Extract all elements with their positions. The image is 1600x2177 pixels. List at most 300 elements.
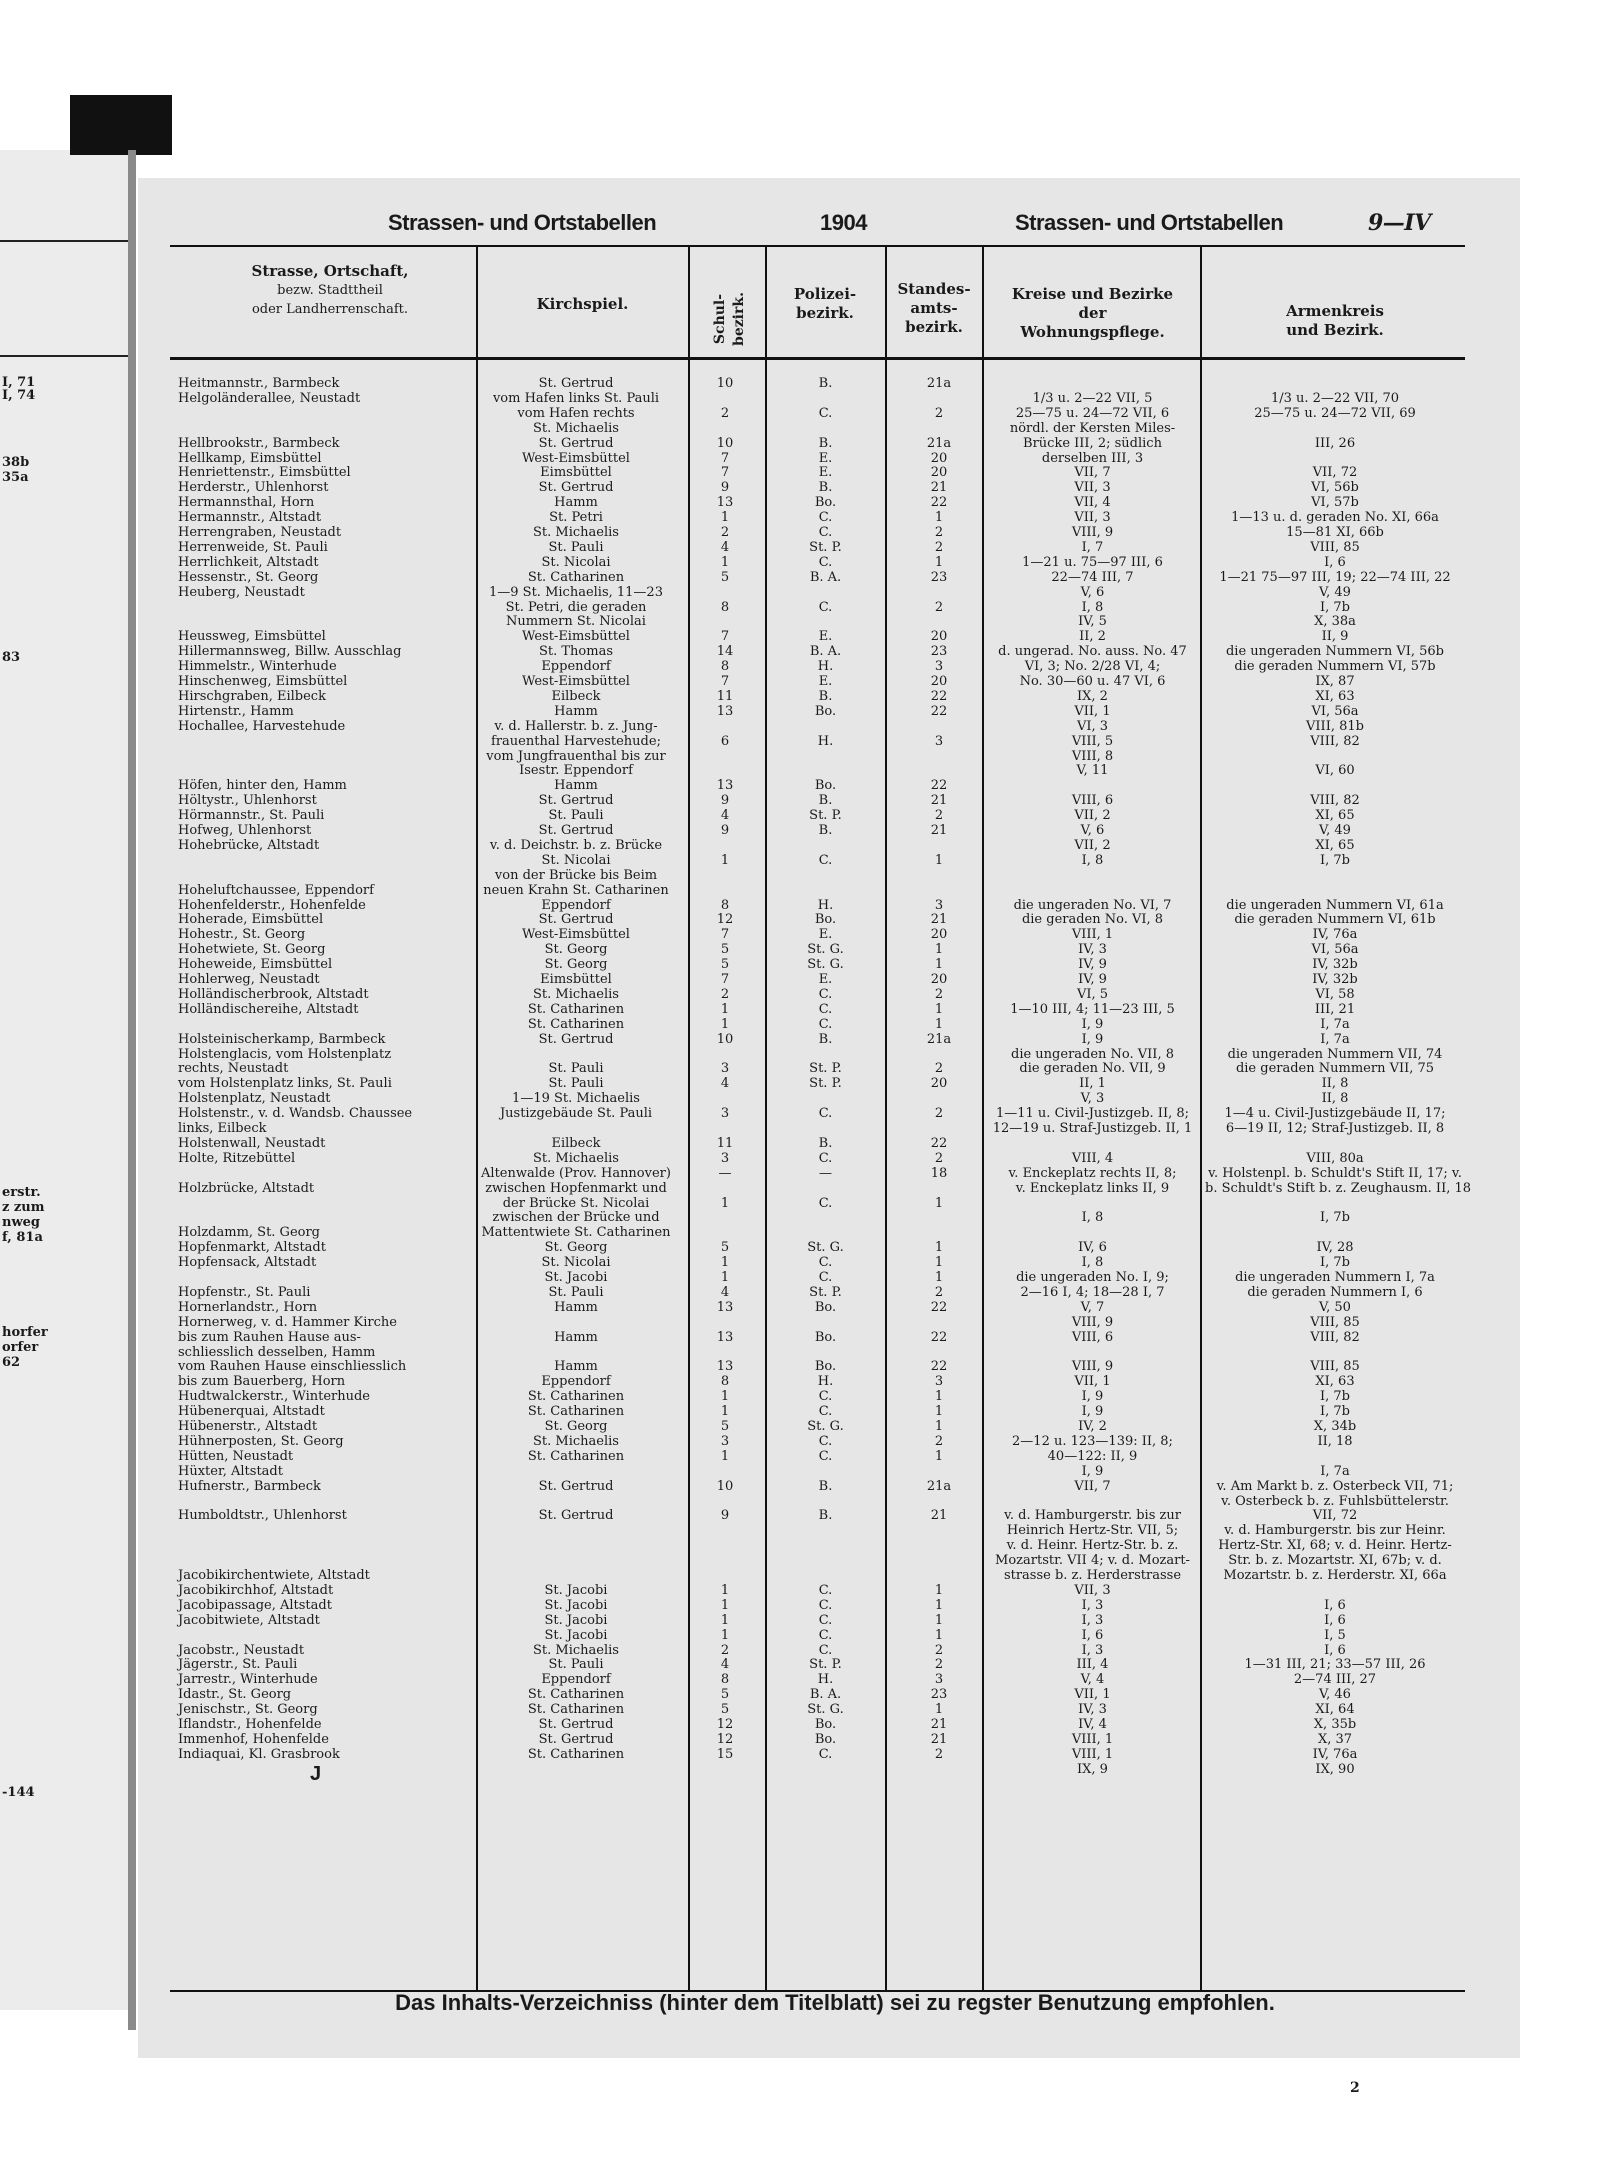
row-standes: 3 — [934, 897, 944, 913]
row-street: Indiaquai, Kl. Grasbrook — [178, 1746, 340, 1762]
row-street: Holstenglacis, vom Holstenplatz — [178, 1046, 392, 1062]
row-armen: v. Osterbeck b. z. Fuhlsbüttelerstr. — [1221, 1493, 1449, 1509]
footer-note: Das Inhalts-Verzeichniss (hinter dem Titelblatt) sei zu regster Benutzung empfohlen. — [395, 1990, 1275, 2015]
row-armen: die geraden Nummern I, 6 — [1247, 1284, 1423, 1300]
row-schul: 13 — [716, 703, 734, 719]
row-polizei: B. — [818, 1478, 833, 1494]
row-kirchspiel: Nummern St. Nicolai — [506, 614, 646, 630]
row-armen: die geraden Nummern VII, 75 — [1235, 1061, 1435, 1077]
row-kreise: d. ungerad. No. auss. No. 47 — [998, 644, 1187, 660]
row-street: Holländischereihe, Altstadt — [178, 1001, 359, 1017]
row-polizei: B. — [818, 1135, 833, 1151]
row-polizei: Bo. — [814, 1299, 837, 1315]
row-standes: 2 — [934, 525, 944, 540]
row-street: Jacobstr., Neustadt — [178, 1642, 305, 1658]
row-polizei: B. A. — [809, 569, 842, 585]
row-kreise: I, 3 — [1081, 1642, 1104, 1658]
row-armen: die ungeraden Nummern I, 7a — [1235, 1270, 1435, 1285]
row-kreise: VII, 1 — [1074, 1687, 1111, 1703]
col-header-polizei-line2: bezirk. — [796, 304, 854, 322]
row-kreise: VII, 3 — [1074, 480, 1111, 496]
row-standes: 23 — [930, 644, 948, 660]
row-kirchspiel: St. Gertrud — [538, 1508, 614, 1524]
row-armen: II, 9 — [1321, 629, 1349, 645]
row-armen: I, 7b — [1320, 1389, 1350, 1405]
row-polizei: St. P. — [809, 1284, 842, 1300]
row-schul: 1 — [720, 1404, 730, 1420]
row-kreise: No. 30—60 u. 47 VI, 6 — [1019, 674, 1166, 689]
row-armen: 1—13 u. d. geraden No. XI, 66a — [1231, 510, 1439, 526]
row-street: Himmelstr., Winterhude — [178, 659, 337, 675]
row-standes: 1 — [934, 1627, 944, 1643]
row-polizei: C. — [818, 1106, 833, 1122]
row-street: Immenhof, Hohenfelde — [178, 1731, 329, 1747]
row-armen: 25—75 u. 24—72 VII, 69 — [1254, 405, 1416, 421]
row-kirchspiel: vom Hafen rechts — [517, 405, 635, 421]
row-kirchspiel: St. Georg — [544, 942, 608, 958]
row-kreise: 1/3 u. 2—22 VII, 5 — [1032, 390, 1153, 406]
row-armen: I, 7b — [1320, 1210, 1350, 1226]
row-kirchspiel: West-Eimsbüttel — [522, 450, 630, 466]
row-polizei: C. — [818, 1746, 833, 1762]
row-kirchspiel: St. Gertrud — [538, 912, 614, 928]
col-header-armen — [1205, 302, 1465, 340]
row-schul: 8 — [720, 659, 730, 675]
row-armen: die ungeraden Nummern VI, 61a — [1226, 897, 1444, 913]
row-standes: 3 — [934, 733, 944, 749]
row-armen: VII, 72 — [1312, 465, 1358, 481]
row-armen: V, 49 — [1319, 584, 1351, 600]
row-standes: 20 — [930, 927, 948, 943]
row-kreise: VII, 2 — [1074, 837, 1111, 853]
row-kirchspiel: von der Brücke bis Beim — [494, 867, 658, 883]
row-kreise: VII, 2 — [1074, 808, 1111, 824]
row-kirchspiel: St. Pauli — [548, 1657, 604, 1673]
row-kreise: VIII, 9 — [1071, 1359, 1114, 1375]
row-kirchspiel: v. d. Deichstr. b. z. Brücke — [489, 837, 663, 853]
row-armen: die ungeraden Nummern VI, 56b — [1225, 644, 1445, 660]
row-standes: 2 — [934, 1061, 944, 1077]
row-armen: 1—21 75—97 III, 19; 22—74 III, 22 — [1219, 569, 1451, 585]
row-kirchspiel: St. Catharinen — [527, 1687, 625, 1703]
col-rule-4 — [885, 245, 887, 1990]
row-schul: 13 — [716, 778, 734, 794]
row-street: Hütten, Neustadt — [178, 1448, 294, 1464]
col-header-street-line3: oder Landherrenschaft. — [251, 302, 409, 317]
row-kirchspiel: St. Petri — [549, 510, 603, 526]
row-standes: 21a — [926, 435, 952, 451]
row-kirchspiel: St. Catharinen — [527, 1746, 625, 1762]
left-page-text: nweg — [2, 1215, 41, 1230]
row-kirchspiel: Eppendorf — [541, 1672, 611, 1688]
row-kirchspiel: Eilbeck — [551, 1135, 601, 1151]
row-polizei: B. — [818, 480, 833, 496]
row-kreise: IX, 2 — [1077, 688, 1108, 704]
row-schul: 7 — [720, 629, 730, 645]
row-kreise: VI, 5 — [1076, 986, 1109, 1002]
row-schul: 5 — [720, 957, 730, 973]
row-polizei: C. — [818, 510, 833, 526]
row-standes: 1 — [934, 1270, 944, 1285]
row-street: Holstenplatz, Neustadt — [178, 1091, 331, 1107]
row-kirchspiel: St. Catharinen — [527, 1001, 625, 1017]
row-schul: 5 — [720, 1702, 730, 1718]
row-armen: II, 8 — [1321, 1091, 1349, 1107]
row-kirchspiel: St. Nicolai — [541, 1255, 611, 1271]
row-polizei: Bo. — [814, 778, 837, 794]
col-header-polizei-line1: Polizei- — [793, 285, 857, 303]
row-street: vom Rauhen Hause einschliesslich — [178, 1359, 407, 1375]
row-kreise: IX, 9 — [1077, 1761, 1108, 1777]
row-schul: 3 — [720, 1061, 730, 1077]
row-schul: 5 — [720, 1240, 730, 1256]
row-kirchspiel: Mattentwiete St. Catharinen — [481, 1225, 671, 1241]
row-street: Hellbrookstr., Barmbeck — [178, 435, 340, 451]
row-street: Hohebrücke, Altstadt — [178, 837, 320, 853]
left-page-text: -144 — [2, 1785, 35, 1800]
row-standes: 1 — [934, 1582, 944, 1598]
row-kirchspiel: Hamm — [554, 1359, 598, 1375]
row-armen: v. Holstenpl. b. Schuldt's Stift II, 17; v. — [1208, 1165, 1462, 1181]
left-page-text: orfer — [2, 1340, 39, 1355]
row-kreise: Heinrich Hertz-Str. VII, 5; — [1006, 1523, 1179, 1539]
row-armen: VI, 60 — [1315, 763, 1355, 779]
left-page-text: horfer — [2, 1325, 48, 1340]
row-kirchspiel: St. Gertrud — [538, 480, 614, 496]
row-kreise: I, 6 — [1081, 1627, 1104, 1643]
row-street: Hohlerweg, Neustadt — [178, 972, 320, 987]
row-standes: 1 — [934, 1404, 944, 1420]
row-street: Hofweg, Uhlenhorst — [178, 823, 312, 838]
left-page-text: 38b — [2, 455, 30, 470]
left-page-text: 35a — [2, 470, 29, 485]
row-street: Höfen, hinter den, Hamm — [178, 778, 347, 794]
row-kreise: VII, 7 — [1074, 465, 1111, 481]
row-kirchspiel: St. Gertrud — [538, 793, 614, 809]
row-kreise: v. d. Heinr. Hertz-Str. b. z. — [1006, 1538, 1179, 1554]
row-kreise: 1—10 III, 4; 11—23 III, 5 — [1010, 1001, 1175, 1017]
row-kirchspiel: St. Catharinen — [527, 1404, 625, 1420]
row-street: Hillermannsweg, Billw. Ausschlag — [178, 644, 402, 660]
row-polizei: — — [819, 1165, 832, 1181]
row-schul: 3 — [720, 1433, 730, 1449]
row-standes: 1 — [934, 1016, 944, 1032]
row-standes: 22 — [930, 1299, 948, 1315]
row-armen: 2—74 III, 27 — [1293, 1672, 1377, 1688]
page-gutter — [128, 150, 136, 2030]
row-schul: 2 — [720, 1642, 730, 1658]
row-kreise: I, 9 — [1081, 1031, 1104, 1047]
row-standes: 1 — [934, 1612, 944, 1628]
row-street: links, Eilbeck — [178, 1121, 267, 1136]
row-kirchspiel: Altenwalde (Prov. Hannover) — [481, 1165, 671, 1181]
row-kirchspiel: St. Jacobi — [544, 1270, 608, 1285]
row-armen: VIII, 82 — [1310, 793, 1360, 809]
row-kreise: VIII, 1 — [1071, 1731, 1114, 1747]
row-polizei: St. G. — [807, 957, 844, 973]
row-street: Jenischstr., St. Georg — [178, 1702, 318, 1718]
row-kirchspiel: St. Catharinen — [527, 569, 625, 585]
row-standes: 22 — [930, 1329, 948, 1345]
row-armen: X, 35b — [1313, 1717, 1357, 1732]
row-kirchspiel: St. Catharinen — [527, 1702, 625, 1718]
row-polizei: B. — [818, 1031, 833, 1047]
row-street: Herrlichkeit, Altstadt — [178, 554, 319, 570]
row-kirchspiel: Isestr. Eppendorf — [519, 763, 633, 779]
header-top-rule — [170, 245, 1465, 247]
left-page-text: f, 81a — [2, 1230, 43, 1245]
row-standes: 20 — [930, 465, 948, 481]
row-kreise: V, 7 — [1080, 1299, 1105, 1315]
row-standes: 21a — [926, 376, 952, 391]
row-polizei: H. — [817, 733, 834, 749]
row-schul: 12 — [716, 1717, 734, 1732]
row-street: Hohetwiete, St. Georg — [178, 942, 326, 958]
row-street: Hübenerstr., Altstadt — [178, 1419, 318, 1434]
header-bottom-rule — [170, 357, 1465, 360]
row-kirchspiel: St. Gertrud — [538, 1031, 614, 1047]
row-schul: 1 — [720, 1389, 730, 1405]
row-schul: 1 — [720, 1270, 730, 1285]
row-schul: 9 — [720, 480, 730, 496]
left-page-text: I, 74 — [2, 388, 36, 403]
row-street: Hermannstr., Altstadt — [178, 510, 322, 526]
row-standes: 2 — [934, 599, 944, 615]
row-street: Hinschenweg, Eimsbüttel — [178, 674, 348, 689]
row-schul: 3 — [720, 1150, 730, 1166]
row-schul: 11 — [716, 1135, 734, 1151]
row-armen: V, 50 — [1319, 1299, 1351, 1315]
row-kirchspiel: zwischen der Brücke und — [492, 1210, 660, 1226]
left-page-text: 62 — [2, 1355, 21, 1370]
row-kreise: IV, 5 — [1078, 614, 1107, 630]
col-header-street-line2: bezw. Stadttheil — [277, 283, 383, 298]
row-polizei: H. — [817, 897, 834, 913]
row-standes: 2 — [934, 1284, 944, 1300]
row-schul: 13 — [716, 495, 734, 511]
row-kirchspiel: West-Eimsbüttel — [522, 629, 630, 645]
row-schul: 7 — [720, 972, 730, 987]
row-polizei: H. — [817, 1374, 834, 1390]
row-armen: 1/3 u. 2—22 VII, 70 — [1270, 390, 1400, 406]
row-armen: II, 8 — [1321, 1076, 1349, 1092]
row-standes: 3 — [934, 1672, 944, 1688]
row-schul: 5 — [720, 569, 730, 585]
row-street: Holstenwall, Neustadt — [178, 1135, 326, 1151]
row-standes: 21a — [926, 1031, 952, 1047]
row-polizei: C. — [818, 525, 833, 540]
row-armen: I, 7b — [1320, 1255, 1350, 1271]
row-schul: 10 — [716, 435, 734, 451]
row-armen: III, 21 — [1314, 1001, 1356, 1017]
col-header-kreise-line2: der — [1078, 304, 1107, 322]
row-armen: 1—31 III, 21; 33—57 III, 26 — [1244, 1657, 1426, 1673]
left-page-fragment — [0, 150, 130, 2010]
row-kreise: IV, 3 — [1078, 942, 1107, 958]
row-schul: 10 — [716, 376, 734, 391]
row-kirchspiel: zwischen Hopfenmarkt und — [485, 1180, 667, 1196]
row-standes: 22 — [930, 778, 948, 794]
row-kirchspiel: Eppendorf — [541, 897, 611, 913]
row-polizei: H. — [817, 659, 834, 675]
row-armen: IV, 76a — [1312, 927, 1358, 943]
row-street: Helgoländerallee, Neustadt — [178, 390, 361, 406]
row-armen: VI, 57b — [1311, 495, 1359, 511]
row-kirchspiel: St. Michaelis — [533, 420, 619, 436]
row-kreise: 2—12 u. 123—139: II, 8; — [1012, 1433, 1173, 1449]
row-schul: 1 — [720, 554, 730, 570]
row-kirchspiel: Eimsbüttel — [540, 465, 612, 481]
left-page-rule — [0, 355, 128, 357]
row-schul: 1 — [720, 1001, 730, 1017]
row-kirchspiel: St. Georg — [544, 957, 608, 973]
row-kreise: VII, 1 — [1074, 1374, 1111, 1390]
row-armen: VII, 72 — [1312, 1508, 1358, 1524]
row-kirchspiel: Eimsbüttel — [540, 972, 612, 987]
row-standes: 3 — [934, 659, 944, 675]
row-kreise: VI, 3; No. 2/28 VI, 4; — [1024, 659, 1161, 675]
row-polizei: C. — [818, 1642, 833, 1658]
row-polizei: E. — [818, 972, 833, 987]
row-kirchspiel: 1—9 St. Michaelis, 11—23 — [489, 584, 663, 600]
row-armen: 6—19 II, 12; Straf-Justizgeb. II, 8 — [1225, 1121, 1445, 1136]
row-street: Jarrestr., Winterhude — [178, 1672, 318, 1688]
row-street: Hoheweide, Eimsbüttel — [178, 957, 333, 973]
row-street: Hörmannstr., St. Pauli — [178, 808, 325, 824]
row-polizei: Bo. — [814, 1359, 837, 1375]
row-schul: 13 — [716, 1359, 734, 1375]
row-schul: 8 — [720, 1374, 730, 1390]
row-kreise: 40—122: II, 9 — [1047, 1448, 1138, 1464]
row-kreise: I, 9 — [1081, 1404, 1104, 1420]
row-armen: X, 37 — [1317, 1731, 1353, 1747]
row-kirchspiel: Justizgebäude St. Pauli — [499, 1106, 653, 1122]
row-polizei: H. — [817, 1672, 834, 1688]
row-standes: 1 — [934, 1240, 944, 1256]
row-polizei: B. A. — [809, 1687, 842, 1703]
row-street: Idastr., St. Georg — [178, 1687, 292, 1703]
row-schul: 4 — [720, 1657, 730, 1673]
row-kreise: IV, 4 — [1078, 1717, 1107, 1732]
row-kreise: IV, 3 — [1078, 1702, 1107, 1718]
row-standes: 2 — [934, 405, 944, 421]
row-polizei: St. G. — [807, 1702, 844, 1718]
row-armen: XI, 65 — [1315, 837, 1355, 853]
row-standes: 1 — [934, 852, 944, 868]
row-kirchspiel: St. Michaelis — [533, 1433, 619, 1449]
row-kreise: VIII, 5 — [1071, 733, 1114, 749]
row-schul: 6 — [720, 733, 730, 749]
row-street: Hudtwalckerstr., Winterhude — [178, 1389, 370, 1405]
row-armen: VI, 56a — [1311, 703, 1359, 719]
col-header-standes-line3: bezirk. — [905, 318, 963, 336]
header-year: 1904 — [820, 210, 867, 235]
row-street: Heitmannstr., Barmbeck — [178, 376, 340, 391]
row-street: Humboldtstr., Uhlenhorst — [178, 1508, 347, 1524]
row-schul: 4 — [720, 539, 730, 555]
row-polizei: C. — [818, 1404, 833, 1420]
row-kirchspiel: v. d. Hallerstr. b. z. Jung- — [494, 718, 658, 734]
row-polizei: B. — [818, 793, 833, 809]
row-armen: VIII, 82 — [1310, 1329, 1360, 1345]
row-polizei: C. — [818, 852, 833, 868]
row-armen: 15—81 XI, 66b — [1286, 525, 1384, 540]
row-street: Hirtenstr., Hamm — [178, 703, 294, 719]
row-armen: I, 6 — [1324, 1612, 1346, 1628]
row-armen: IX, 87 — [1315, 674, 1355, 689]
row-schul: 5 — [720, 1419, 730, 1434]
row-kreise: II, 2 — [1079, 629, 1106, 645]
row-standes: 22 — [930, 495, 948, 511]
row-kirchspiel: St. Gertrud — [538, 1717, 614, 1732]
row-schul: — — [718, 1165, 732, 1181]
row-standes: 18 — [930, 1165, 948, 1181]
row-polizei: St. P. — [809, 1076, 842, 1092]
row-kreise: VIII, 8 — [1071, 748, 1114, 764]
row-kreise: VI, 3 — [1076, 718, 1109, 734]
row-street: Hübenerquai, Altstadt — [178, 1404, 325, 1420]
row-polizei: B. — [818, 1508, 833, 1524]
row-kirchspiel: St. Michaelis — [533, 1642, 619, 1658]
row-standes: 21 — [930, 1731, 948, 1747]
row-kreise: I, 8 — [1081, 1210, 1104, 1226]
row-schul: 3 — [720, 1106, 730, 1122]
row-polizei: B. — [818, 823, 833, 838]
row-schul: 1 — [720, 852, 730, 868]
row-schul: 4 — [720, 1076, 730, 1092]
row-polizei: C. — [818, 1255, 833, 1271]
row-polizei: C. — [818, 1582, 833, 1598]
row-kreise: V, 11 — [1076, 763, 1109, 779]
left-page-text: I, 71 — [2, 375, 36, 390]
row-street: Jacobikirchhof, Altstadt — [178, 1582, 334, 1598]
row-armen: VIII, 85 — [1310, 1314, 1360, 1330]
row-kreise: VIII, 9 — [1071, 1314, 1114, 1330]
row-street: Hermannsthal, Horn — [178, 495, 315, 511]
row-polizei: C. — [818, 405, 833, 421]
row-standes: 2 — [934, 1150, 944, 1166]
row-kirchspiel: frauenthal Harvestehude; — [491, 733, 661, 749]
row-standes: 2 — [934, 1642, 944, 1658]
row-kirchspiel: vom Hafen links St. Pauli — [492, 390, 660, 406]
row-schul: 2 — [720, 986, 730, 1002]
row-street: Holsteinischerkamp, Barmbeck — [178, 1031, 386, 1047]
row-schul: 8 — [720, 599, 730, 615]
row-street: Jägerstr., St. Pauli — [178, 1657, 298, 1673]
section-letter: J — [310, 1763, 322, 1785]
row-kreise: 2—16 I, 4; 18—28 I, 7 — [1020, 1284, 1165, 1300]
row-kreise: VII, 7 — [1074, 1478, 1111, 1494]
row-armen: v. d. Hamburgerstr. bis zur Heinr. — [1224, 1523, 1446, 1539]
row-kirchspiel: St. Michaelis — [533, 986, 619, 1002]
row-standes: 1 — [934, 1448, 944, 1464]
row-kreise: v. Enckeplatz links II, 9 — [1015, 1180, 1170, 1196]
col-header-polizei — [770, 285, 880, 323]
row-polizei: E. — [818, 674, 833, 689]
row-polizei: Bo. — [814, 1717, 837, 1732]
col-header-kreise-line1: Kreise und Bezirke — [1011, 285, 1174, 303]
row-polizei: C. — [818, 1448, 833, 1464]
row-street: Hellkamp, Eimsbüttel — [178, 450, 322, 466]
row-armen: VIII, 85 — [1310, 1359, 1360, 1375]
left-page-text: z zum — [2, 1200, 45, 1215]
row-polizei: St. G. — [807, 942, 844, 958]
row-street: Jacobitwiete, Altstadt — [178, 1612, 320, 1628]
row-kreise: I, 3 — [1081, 1597, 1104, 1613]
row-schul: 15 — [716, 1746, 734, 1762]
row-armen: die ungeraden Nummern VII, 74 — [1227, 1046, 1443, 1062]
row-street: Hohestr., St. Georg — [178, 927, 306, 943]
